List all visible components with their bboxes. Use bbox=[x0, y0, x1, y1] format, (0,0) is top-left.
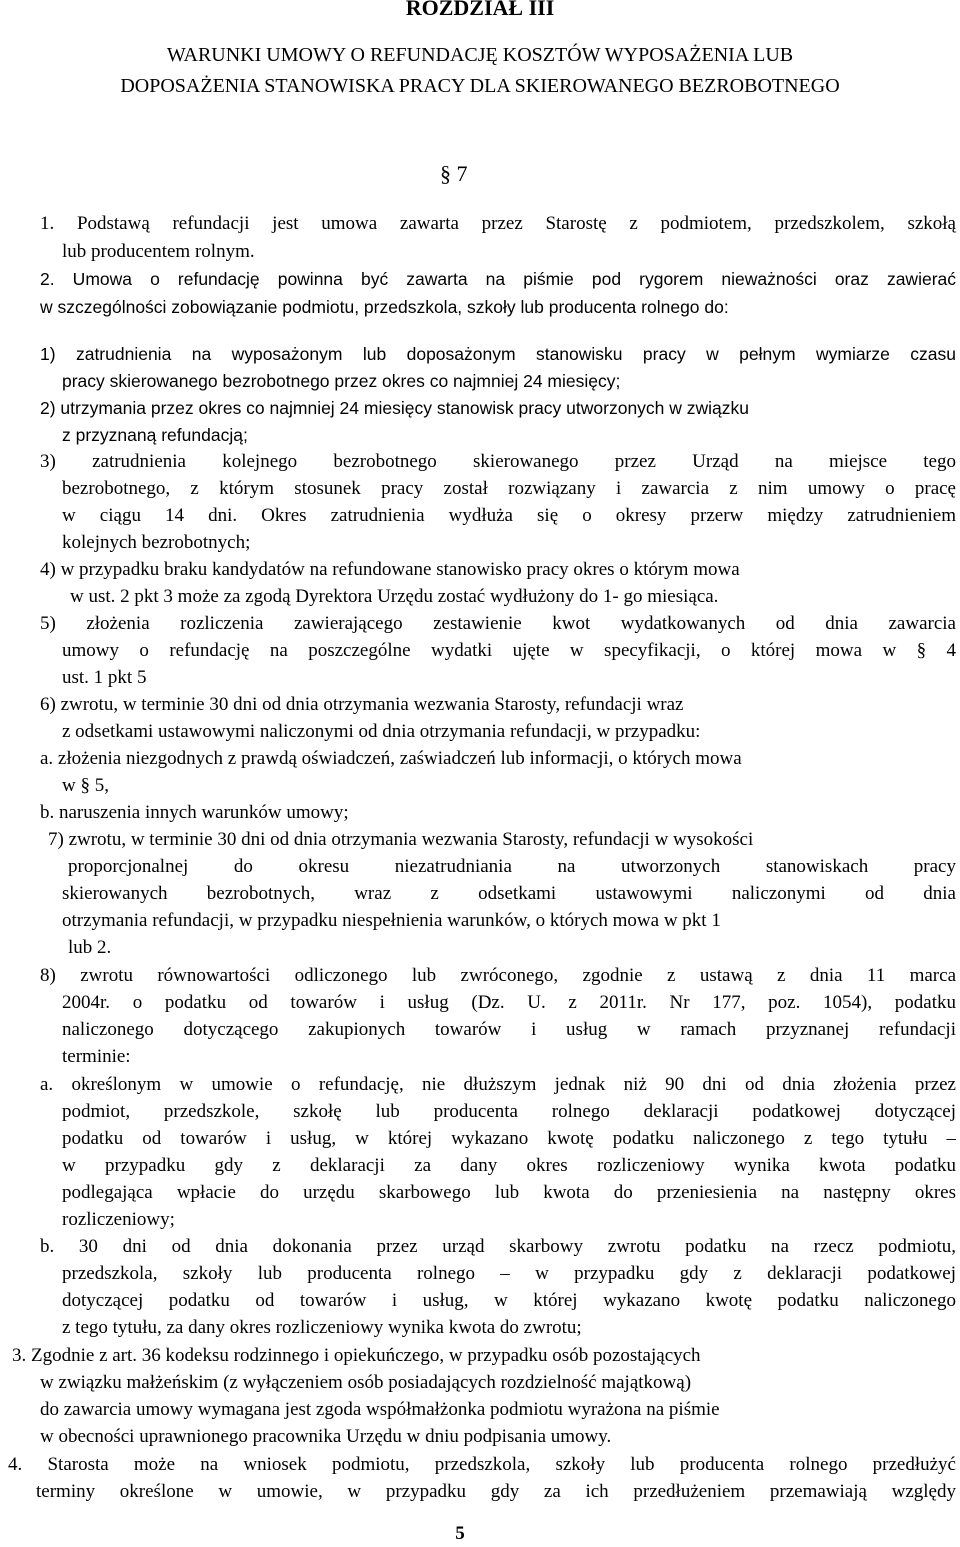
text-line-32: a. określonym w umowie o refundację, nie dłuższym jednak niż 90 dni od dnia złożenia przez bbox=[40, 1074, 956, 1095]
text-line-6: pracy skierowanego bezrobotnego przez okres co najmniej 24 miesięcy; bbox=[62, 371, 621, 391]
text-line-36: podlegająca wpłacie do urzędu skarbowego lub kwota do przeniesienia na następny okres bbox=[62, 1182, 956, 1203]
text-line-9: 3) zatrudnienia kolejnego bezrobotnego skierowanego przez Urząd na miejsce tego bbox=[40, 451, 956, 472]
text-line-8: z przyznaną refundacją; bbox=[62, 425, 248, 445]
text-line-11: w ciągu 14 dni. Okres zatrudnienia wydłuża się o okresy przerw między zatrudnieniem bbox=[62, 505, 956, 526]
text-line-5: 1) zatrudnienia na wyposażonym lub doposażonym stanowisku pracy w pełnym wymiarze czasu bbox=[40, 344, 956, 364]
text-line-42: 3. Zgodnie z art. 36 kodeksu rodzinnego i opiekuńczego, w przypadku osób pozostających bbox=[12, 1345, 701, 1366]
text-line-29: 2004r. o podatku od towarów i usług (Dz. U. z 2011r. Nr 177, poz. 1054), podatku bbox=[62, 992, 956, 1013]
text-line-22: b. naruszenia innych warunków umowy; bbox=[40, 802, 349, 823]
text-line-3: 2. Umowa o refundację powinna być zawarta na piśmie pod rygorem nieważności oraz zawierać bbox=[40, 269, 956, 289]
text-line-15: 5) złożenia rozliczenia zawierającego zestawienie kwot wydatkowanych od dnia zawarcia bbox=[40, 613, 956, 634]
text-line-31: terminie: bbox=[62, 1046, 131, 1067]
text-line-38: b. 30 dni od dnia dokonania przez urząd skarbowy zwrotu podatku na rzecz podmiotu, bbox=[40, 1236, 956, 1257]
text-line-46: 4. Starosta może na wniosek podmiotu, przedszkola, szkoły lub producenta rolnego przedłużyć bbox=[8, 1454, 956, 1475]
text-line-10: bezrobotnego, z którym stosunek pracy został rozwiązany i zawarcia z nim umowy o pracę bbox=[62, 478, 956, 499]
text-line-23: 7) zwrotu, w terminie 30 dni od dnia otrzymania wezwania Starosty, refundacji w wysokości bbox=[48, 829, 754, 850]
section-symbol: § 7 bbox=[440, 161, 468, 186]
text-line-14: w ust. 2 pkt 3 może za zgodą Dyrektora Urzędu zostać wydłużony do 1- go miesiąca. bbox=[70, 586, 719, 607]
text-line-47: terminy określone w umowie, w przypadku gdy za ich przedłużeniem przemawiają względy bbox=[36, 1481, 956, 1502]
text-line-34: podatku od towarów i usług, w której wykazano kwotę podatku naliczonego z tego tytułu – bbox=[62, 1128, 956, 1149]
text-line-26: otrzymania refundacji, w przypadku niespełnienia warunków, o których mowa w pkt 1 bbox=[62, 910, 721, 931]
text-line-41: z tego tytułu, za dany okres rozliczeniowy wynika kwota do zwrotu; bbox=[62, 1317, 582, 1338]
text-line-1: 1. Podstawą refundacji jest umowa zawarta przez Starostę z podmiotem, przedszkolem, szkołą bbox=[40, 213, 956, 234]
text-line-33: podmiot, przedszkole, szkołę lub producenta rolnego deklaracji podatkowej dotyczącej bbox=[62, 1101, 956, 1122]
heading-line-1: WARUNKI UMOWY O REFUNDACJĘ KOSZTÓW WYPOSAŻENIA LUB bbox=[166, 44, 794, 66]
text-line-20: a. złożenia niezgodnych z prawdą oświadczeń, zaświadczeń lub informacji, o których mowa bbox=[40, 748, 742, 769]
text-line-30: naliczonego dotyczącego zakupionych towarów i usług w ramach przyznanej refundacji bbox=[62, 1019, 956, 1040]
text-line-45: w obecności uprawnionego pracownika Urzędu w dniu podpisania umowy. bbox=[40, 1426, 612, 1447]
text-line-24: proporcjonalnej do okresu niezatrudniania na utworzonych stanowiskach pracy bbox=[68, 856, 956, 877]
text-line-35: w przypadku gdy z deklaracji za dany okres rozliczeniowy wynika kwota podatku bbox=[62, 1155, 956, 1176]
chapter-title: ROZDZIAŁ III bbox=[405, 0, 555, 20]
text-line-21: w § 5, bbox=[62, 775, 109, 796]
page-number: 5 bbox=[455, 1523, 465, 1544]
text-line-4: w szczególności zobowiązanie podmiotu, przedszkola, szkoły lub producenta rolnego do: bbox=[40, 297, 729, 317]
text-line-27: lub 2. bbox=[68, 937, 112, 958]
text-line-37: rozliczeniowy; bbox=[62, 1209, 175, 1230]
text-line-13: 4) w przypadku braku kandydatów na refundowane stanowisko pracy okres o którym mowa bbox=[40, 559, 740, 580]
text-line-12: kolejnych bezrobotnych; bbox=[62, 532, 251, 553]
text-line-18: 6) zwrotu, w terminie 30 dni od dnia otrzymania wezwania Starosty, refundacji wraz bbox=[40, 694, 684, 715]
text-line-40: dotyczącej podatku od towarów i usług, w której wykazano kwotę podatku naliczonego bbox=[62, 1290, 956, 1311]
text-line-25: skierowanych bezrobotnych, wraz z odsetkami ustawowymi naliczonymi od dnia bbox=[62, 883, 956, 904]
text-line-28: 8) zwrotu równowartości odliczonego lub zwróconego, zgodnie z ustawą z dnia 11 marca bbox=[40, 965, 956, 986]
text-line-2: lub producentem rolnym. bbox=[62, 241, 255, 262]
heading-line-2: DOPOSAŻENIA STANOWISKA PRACY DLA SKIEROWANEGO BEZROBOTNEGO bbox=[120, 75, 840, 97]
text-line-7: 2) utrzymania przez okres co najmniej 24 miesięcy stanowisk pracy utworzonych w związku bbox=[40, 398, 750, 418]
text-line-17: ust. 1 pkt 5 bbox=[62, 667, 147, 688]
text-line-19: z odsetkami ustawowymi naliczonymi od dnia otrzymania refundacji, w przypadku: bbox=[62, 721, 701, 742]
text-line-43: w związku małżeńskim (z wyłączeniem osób posiadających rozdzielność majątkową) bbox=[40, 1372, 692, 1393]
text-line-39: przedszkola, szkoły lub producenta rolnego – w przypadku gdy z deklaracji podatkowej bbox=[62, 1263, 956, 1284]
text-line-16: umowy o refundację na poszczególne wydatki ujęte w specyfikacji, o której mowa w § 4 bbox=[62, 640, 956, 661]
text-line-44: do zawarcia umowy wymagana jest zgoda współmałżonka podmiotu wyrażona na piśmie bbox=[40, 1399, 720, 1420]
